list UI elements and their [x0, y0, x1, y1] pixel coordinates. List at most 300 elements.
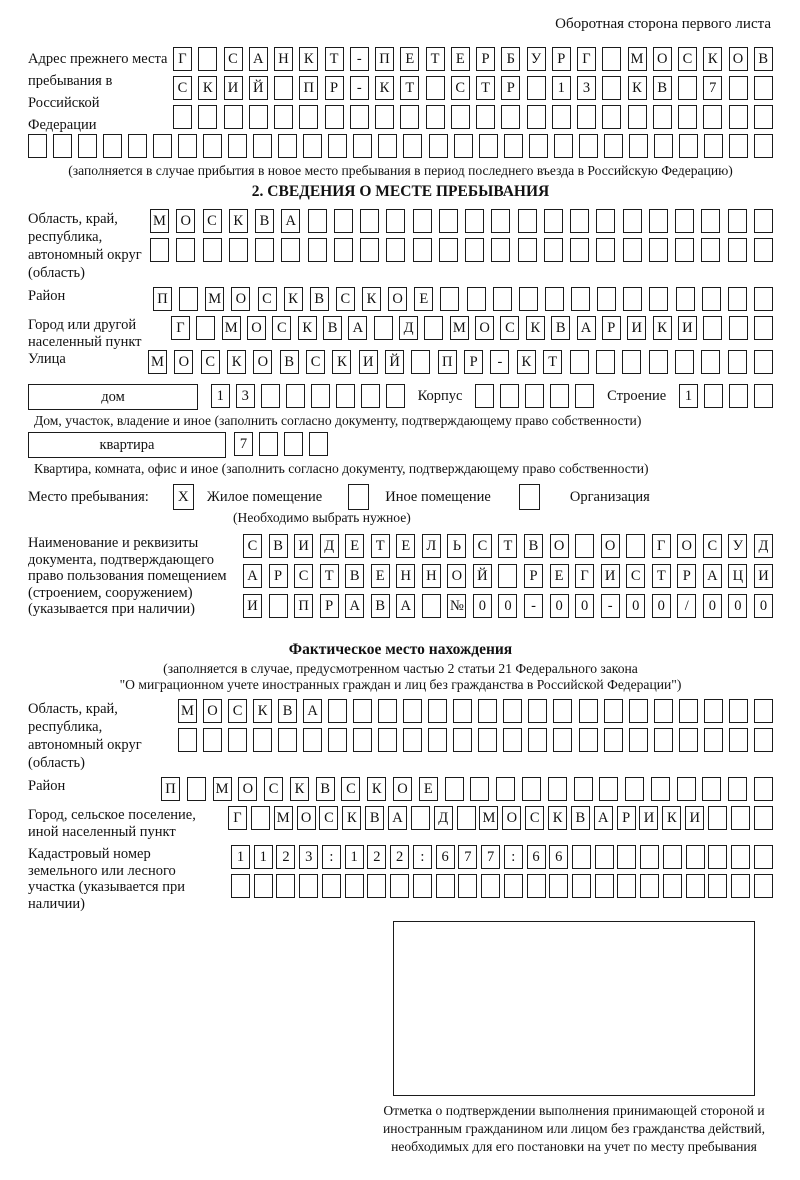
char-cell — [729, 105, 748, 129]
char-cell — [675, 238, 694, 262]
char-cell — [251, 806, 270, 830]
kadastr-block — [28, 845, 773, 912]
char-cell — [454, 134, 473, 158]
char-cell: С — [626, 564, 645, 588]
char-cell — [574, 777, 593, 801]
char-cell — [754, 238, 773, 262]
fact-oblast-block — [28, 699, 773, 771]
char-cell — [378, 699, 397, 723]
char-cell — [679, 699, 698, 723]
char-cell: С — [264, 777, 283, 801]
char-cell: В — [278, 699, 297, 723]
char-cell: В — [269, 534, 288, 558]
char-cell: С — [306, 350, 325, 374]
char-cell: С — [258, 287, 277, 311]
stroenie-label: Строение — [607, 388, 667, 404]
char-cell: О — [238, 777, 257, 801]
char-cell: С — [473, 534, 492, 558]
char-cell: П — [161, 777, 180, 801]
char-cell — [518, 209, 537, 233]
char-cell: А — [348, 316, 367, 340]
char-cell: Т — [371, 534, 390, 558]
char-cell — [445, 777, 464, 801]
gorod-block — [28, 316, 773, 350]
char-cell — [308, 238, 327, 262]
char-cell — [353, 728, 372, 752]
char-cell: К — [662, 806, 681, 830]
char-cell: К — [342, 806, 361, 830]
char-cell: О — [677, 534, 696, 558]
char-cell: С — [203, 209, 222, 233]
char-cell: Н — [396, 564, 415, 588]
raion-row — [153, 287, 773, 311]
char-cell: 7 — [458, 845, 477, 869]
raion-label: Район — [28, 288, 66, 304]
option-inoe-label: Иное помещение — [385, 488, 491, 505]
char-cell — [703, 316, 722, 340]
char-cell — [411, 806, 430, 830]
char-cell: А — [281, 209, 300, 233]
char-cell: Е — [371, 564, 390, 588]
char-cell: Р — [617, 806, 636, 830]
char-cell — [549, 874, 568, 898]
char-cell: 2 — [276, 845, 295, 869]
char-cell: О — [253, 350, 272, 374]
char-cell — [550, 384, 569, 408]
char-cell: 1 — [679, 384, 698, 408]
char-cell: С — [173, 76, 192, 100]
char-cell: Е — [419, 777, 438, 801]
char-cell: А — [303, 699, 322, 723]
char-cell: С — [678, 47, 697, 71]
char-cell — [629, 134, 648, 158]
gorod-label: Город или другой населенный пункт — [28, 317, 142, 350]
char-cell — [704, 134, 723, 158]
char-cell: А — [577, 316, 596, 340]
char-cell — [467, 287, 486, 311]
char-cell: Р — [524, 564, 543, 588]
char-cell: С — [228, 699, 247, 723]
char-cell: 6 — [549, 845, 568, 869]
char-cell: Д — [754, 534, 773, 558]
char-cell — [403, 728, 422, 752]
char-cell: О — [601, 534, 620, 558]
char-cell — [259, 432, 278, 456]
char-cell — [686, 845, 705, 869]
confirmation-mark-caption: Отметка о подтверждении выполнения принимающей стороной и иностранным гражданином или лицом без гражданства действий, необходимых для его постановки на учет по месту пребывания — [383, 1103, 765, 1154]
char-cell — [554, 134, 573, 158]
doc-label: Наименование и реквизиты документа, подтверждающего право пользования помещением (строением, сооружением) (указывается при наличии) — [28, 535, 227, 617]
char-cell — [702, 777, 721, 801]
char-cell: 1 — [231, 845, 250, 869]
char-cell — [649, 209, 668, 233]
char-cell — [498, 564, 517, 588]
char-cell — [728, 209, 747, 233]
char-cell: А — [396, 594, 415, 618]
char-cell: Т — [325, 47, 344, 71]
char-cell — [429, 134, 448, 158]
char-cell — [602, 105, 621, 129]
char-cell — [322, 874, 341, 898]
char-cell — [754, 845, 773, 869]
prev-address-row-2 — [173, 76, 773, 100]
gorod-row — [171, 316, 773, 340]
char-cell: П — [375, 47, 394, 71]
char-cell — [491, 209, 510, 233]
char-cell: С — [201, 350, 220, 374]
char-cell — [553, 699, 572, 723]
char-cell: Р — [552, 47, 571, 71]
char-cell — [728, 287, 747, 311]
char-cell — [625, 777, 644, 801]
char-cell: И — [754, 564, 773, 588]
char-cell — [649, 238, 668, 262]
char-cell — [754, 384, 773, 408]
char-cell — [728, 238, 747, 262]
char-cell: Е — [451, 47, 470, 71]
char-cell — [299, 105, 318, 129]
stroenie-cells — [679, 384, 773, 408]
char-cell: Й — [473, 564, 492, 588]
fact-note-1: (заполняется в случае, предусмотренном частью 2 статьи 21 Федерального закона — [163, 661, 638, 676]
char-cell: М — [450, 316, 469, 340]
char-cell — [675, 350, 694, 374]
char-cell: О — [653, 47, 672, 71]
doc-row-2 — [243, 564, 773, 588]
char-cell — [253, 134, 272, 158]
char-cell — [439, 238, 458, 262]
char-cell — [496, 777, 515, 801]
char-cell — [436, 874, 455, 898]
char-cell: Г — [577, 47, 596, 71]
kadastr-row-1 — [231, 845, 773, 869]
char-cell — [649, 350, 668, 374]
char-cell — [649, 287, 668, 311]
char-cell: К — [227, 350, 246, 374]
char-cell: 6 — [527, 845, 546, 869]
char-cell — [228, 728, 247, 752]
char-cell: С — [341, 777, 360, 801]
char-cell — [360, 209, 379, 233]
char-cell — [360, 238, 379, 262]
char-cell: В — [310, 287, 329, 311]
char-cell: В — [653, 76, 672, 100]
char-cell — [196, 316, 215, 340]
char-cell: И — [601, 564, 620, 588]
char-cell: В — [571, 806, 590, 830]
char-cell: Т — [543, 350, 562, 374]
korpus-cells — [475, 384, 594, 408]
char-cell — [309, 432, 328, 456]
char-cell — [579, 134, 598, 158]
char-cell — [470, 777, 489, 801]
doc-row-3 — [243, 594, 773, 618]
char-cell — [281, 238, 300, 262]
char-cell — [579, 699, 598, 723]
fact-gorod-label: Город, сельское поселение, иной населенный пункт — [28, 807, 196, 840]
char-cell — [678, 76, 697, 100]
ulitsa-label: Улица — [28, 351, 66, 367]
char-cell — [228, 134, 247, 158]
char-cell: М — [274, 806, 293, 830]
char-cell — [572, 874, 591, 898]
prev-address-row-4 — [28, 134, 773, 158]
char-cell — [596, 350, 615, 374]
char-cell — [413, 874, 432, 898]
char-cell — [577, 105, 596, 129]
char-cell: О — [447, 564, 466, 588]
char-cell — [403, 699, 422, 723]
char-cell — [754, 777, 773, 801]
char-cell — [575, 384, 594, 408]
char-cell: 3 — [236, 384, 255, 408]
char-cell — [453, 728, 472, 752]
char-cell — [663, 874, 682, 898]
oblast-row-2 — [150, 238, 773, 262]
char-cell: С — [525, 806, 544, 830]
char-cell: : — [322, 845, 341, 869]
char-cell — [651, 777, 670, 801]
char-cell: В — [345, 564, 364, 588]
char-cell: Б — [501, 47, 520, 71]
char-cell: К — [253, 699, 272, 723]
char-cell — [548, 777, 567, 801]
option-zhiloe-label: Жилое помещение — [206, 488, 323, 505]
char-cell: Р — [476, 47, 495, 71]
char-cell — [328, 699, 347, 723]
char-cell — [103, 134, 122, 158]
char-cell: А — [243, 564, 262, 588]
char-cell: Ц — [728, 564, 747, 588]
char-cell: М — [205, 287, 224, 311]
char-cell — [518, 238, 537, 262]
char-cell — [479, 134, 498, 158]
char-cell: О — [550, 534, 569, 558]
char-cell: М — [178, 699, 197, 723]
char-cell — [457, 806, 476, 830]
char-cell: 7 — [703, 76, 722, 100]
char-cell — [729, 699, 748, 723]
char-cell — [179, 287, 198, 311]
char-cell — [575, 534, 594, 558]
fact-oblast-label: Область, край, республика, автономный округ (область) — [28, 701, 142, 771]
char-cell — [386, 384, 405, 408]
char-cell: А — [594, 806, 613, 830]
dom-box: дом — [28, 384, 198, 410]
char-cell: С — [319, 806, 338, 830]
kadastr-row-2 — [231, 874, 773, 898]
doc-row-1 — [243, 534, 773, 558]
char-cell — [428, 728, 447, 752]
char-cell: В — [551, 316, 570, 340]
char-cell — [708, 874, 727, 898]
char-cell — [623, 287, 642, 311]
char-cell: Л — [422, 534, 441, 558]
char-cell — [654, 728, 673, 752]
prev-address-row-3 — [173, 105, 773, 129]
fact-oblast-row-2 — [178, 728, 773, 752]
char-cell — [453, 699, 472, 723]
char-cell — [729, 134, 748, 158]
char-cell — [150, 238, 169, 262]
char-cell: В — [524, 534, 543, 558]
char-cell: 0 — [550, 594, 569, 618]
char-cell — [570, 350, 589, 374]
char-cell: Н — [274, 47, 293, 71]
ulitsa-block — [28, 350, 773, 379]
char-cell — [544, 209, 563, 233]
char-cell — [299, 874, 318, 898]
char-cell: Г — [652, 534, 671, 558]
char-cell: Г — [173, 47, 192, 71]
char-cell: С — [500, 316, 519, 340]
char-cell: О — [174, 350, 193, 374]
char-cell: 1 — [211, 384, 230, 408]
char-cell — [303, 728, 322, 752]
char-cell: О — [502, 806, 521, 830]
char-cell: Р — [677, 564, 696, 588]
char-cell — [596, 238, 615, 262]
ulitsa-row — [148, 350, 773, 374]
char-cell — [617, 845, 636, 869]
char-cell: С — [272, 316, 291, 340]
char-cell — [623, 209, 642, 233]
char-cell: 7 — [234, 432, 253, 456]
char-cell: 0 — [575, 594, 594, 618]
char-cell: А — [345, 594, 364, 618]
char-cell: 2 — [390, 845, 409, 869]
char-cell: К — [628, 76, 647, 100]
char-cell: - — [490, 350, 509, 374]
char-cell — [276, 874, 295, 898]
char-cell — [261, 384, 280, 408]
char-cell — [595, 874, 614, 898]
char-cell — [353, 699, 372, 723]
char-cell: В — [365, 806, 384, 830]
mesto-note: (Необходимо выбрать нужное) — [233, 510, 411, 525]
char-cell — [599, 777, 618, 801]
char-cell — [653, 105, 672, 129]
fact-raion-label: Район — [28, 778, 66, 794]
page-side-note: Оборотная сторона первого листа — [555, 16, 771, 32]
char-cell: М — [479, 806, 498, 830]
fact-note-2: "О миграционном учете иностранных граждан и лиц без гражданства в Российской Федерации") — [119, 677, 682, 692]
char-cell — [731, 806, 750, 830]
char-cell — [553, 728, 572, 752]
char-cell: 0 — [703, 594, 722, 618]
char-cell — [284, 432, 303, 456]
char-cell — [754, 287, 773, 311]
char-cell — [336, 384, 355, 408]
char-cell — [628, 105, 647, 129]
char-cell — [475, 384, 494, 408]
char-cell — [390, 874, 409, 898]
kvartira-caption: Квартира, комната, офис и иное (заполнить согласно документу, подтверждающему право собственности) — [34, 461, 649, 476]
char-cell: : — [413, 845, 432, 869]
char-cell — [754, 728, 773, 752]
char-cell — [679, 134, 698, 158]
char-cell — [451, 105, 470, 129]
char-cell: И — [627, 316, 646, 340]
char-cell — [640, 845, 659, 869]
char-cell — [311, 384, 330, 408]
char-cell — [229, 238, 248, 262]
char-cell — [703, 105, 722, 129]
char-cell: Т — [476, 76, 495, 100]
char-cell — [501, 105, 520, 129]
char-cell — [176, 238, 195, 262]
char-cell — [286, 384, 305, 408]
char-cell — [678, 105, 697, 129]
char-cell — [731, 874, 750, 898]
char-cell: К — [362, 287, 381, 311]
char-cell — [481, 874, 500, 898]
char-cell — [224, 105, 243, 129]
char-cell — [278, 134, 297, 158]
char-cell — [504, 134, 523, 158]
char-cell: 3 — [577, 76, 596, 100]
char-cell: Е — [345, 534, 364, 558]
char-cell — [708, 806, 727, 830]
char-cell — [552, 105, 571, 129]
char-cell: Т — [400, 76, 419, 100]
oblast-block — [28, 209, 773, 281]
kvartira-row — [28, 432, 773, 458]
char-cell — [325, 105, 344, 129]
char-cell — [173, 105, 192, 129]
char-cell: Т — [426, 47, 445, 71]
char-cell: Е — [396, 534, 415, 558]
char-cell — [522, 777, 541, 801]
char-cell — [623, 238, 642, 262]
char-cell — [378, 728, 397, 752]
char-cell — [677, 777, 696, 801]
char-cell: А — [703, 564, 722, 588]
char-cell — [367, 874, 386, 898]
char-cell — [570, 209, 589, 233]
char-cell — [378, 134, 397, 158]
char-cell — [571, 287, 590, 311]
char-cell: М — [213, 777, 232, 801]
mesto-label: Место пребывания: — [28, 488, 149, 505]
char-cell — [701, 238, 720, 262]
char-cell: М — [222, 316, 241, 340]
char-cell: Й — [249, 76, 268, 100]
char-cell — [178, 134, 197, 158]
char-cell — [654, 134, 673, 158]
dom-cells — [211, 384, 405, 408]
char-cell — [303, 134, 322, 158]
char-cell: К — [375, 76, 394, 100]
char-cell: А — [388, 806, 407, 830]
char-cell: 0 — [754, 594, 773, 618]
char-cell — [274, 76, 293, 100]
oblast-label: Область, край, республика, автономный округ (область) — [28, 211, 142, 281]
char-cell: Ь — [447, 534, 466, 558]
char-cell — [754, 806, 773, 830]
char-cell — [704, 728, 723, 752]
char-cell: Т — [320, 564, 339, 588]
char-cell: И — [294, 534, 313, 558]
char-cell — [334, 209, 353, 233]
char-cell: М — [150, 209, 169, 233]
kvartira-cells — [234, 432, 328, 456]
char-cell — [572, 845, 591, 869]
char-cell: Д — [320, 534, 339, 558]
char-cell: Г — [228, 806, 247, 830]
char-cell — [255, 238, 274, 262]
char-cell: Р — [325, 76, 344, 100]
